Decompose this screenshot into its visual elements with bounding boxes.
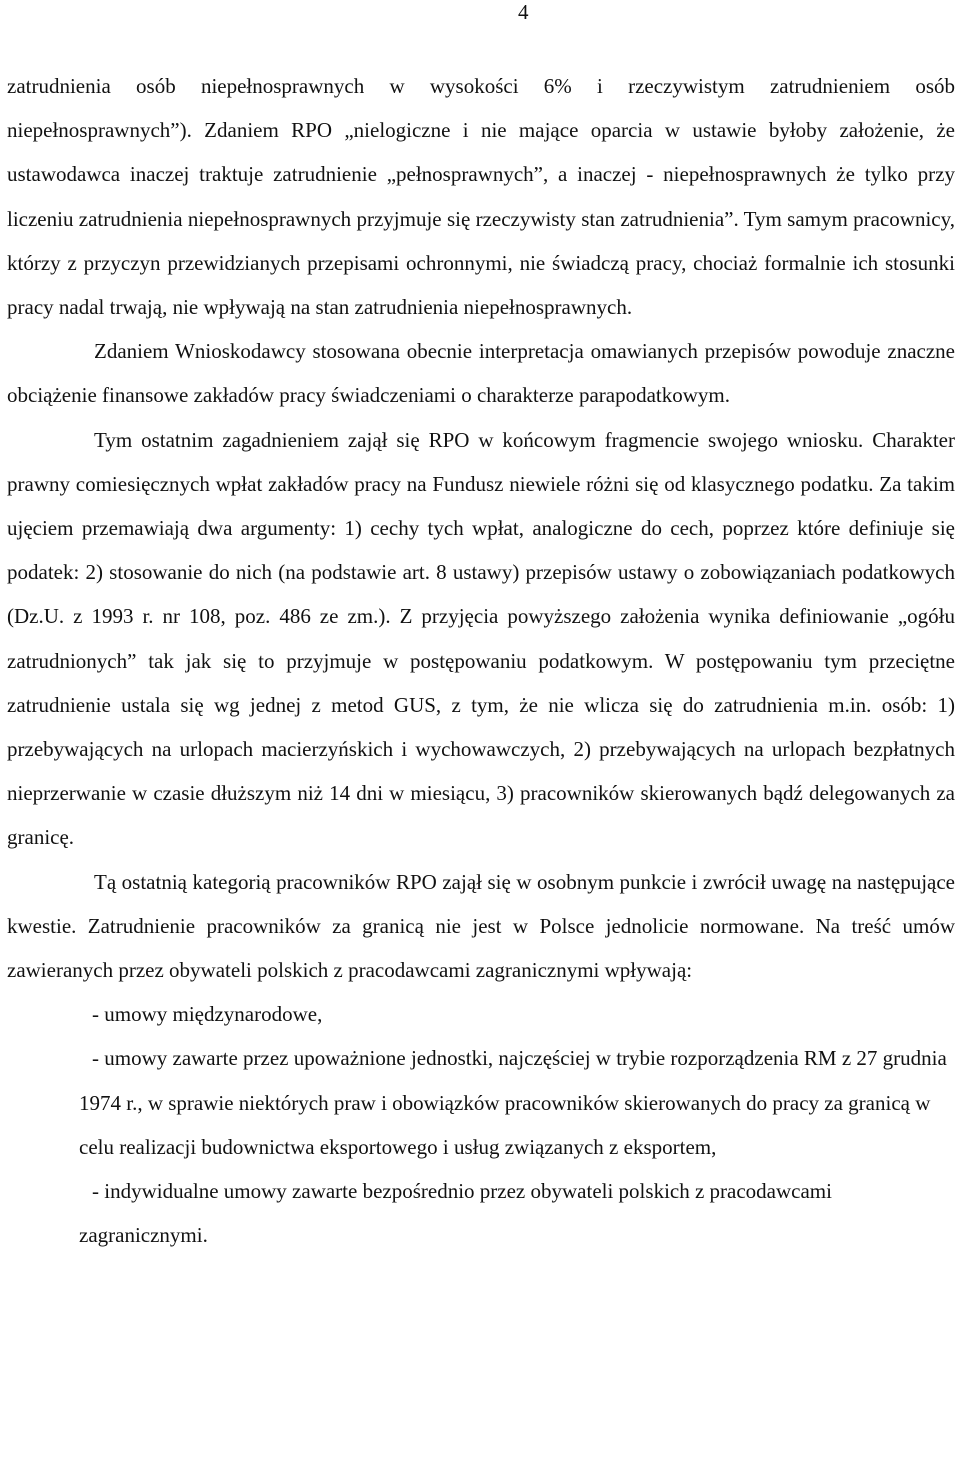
page-number: 4 xyxy=(518,0,529,24)
list-item: - umowy zawarte przez upoważnione jednostki, najczęściej w trybie rozporządzenia RM z 27 grudnia 1974 r., w sprawie niektórych praw i obowiązków pracowników skierowanych do pracy za granicą w celu realizacji budownictwa eksportowego i usług związanych z eksportem, xyxy=(79,1046,947,1159)
paragraph-continuation: zatrudnienia osób niepełnosprawnych w wysokości 6% i rzeczywistym zatrudnieniem osób niepełnosprawnych”). Zdaniem RPO „nielogiczne i nie mające oparcia w ustawie byłoby założenie, że ustawodawca inaczej traktuje zatrudnienie „pełnosprawnych”, a inaczej - niepełnosprawnych że tylko przy liczeniu zatrudnienia niepełnosprawnych przyjmuje się rzeczywisty stan zatrudnienia”. Tym samym pracownicy, którzy z przyczyn przewidzianych przepisami ochronnymi, nie świadczą pracy, chociaż formalnie ich stosunki pracy nadal trwają, nie wpływają na stan zatrudnienia niepełnosprawnych. xyxy=(7,74,955,320)
list-item: - umowy międzynarodowe, xyxy=(92,1002,323,1027)
agreements-list xyxy=(7,992,955,1257)
paragraph-applicant-opinion: Zdaniem Wnioskodawcy stosowana obecnie interpretacja omawianych przepisów powoduje znaczne obciążenie finansowe zakładów pracy świadczeniami o charakterze parapodatkowym. xyxy=(7,339,955,408)
document-body xyxy=(7,64,955,1257)
list-item: - indywidualne umowy zawarte bezpośrednio przez obywateli polskich z pracodawcami zagranicznymi. xyxy=(79,1179,832,1248)
paragraph-rpo-conclusion: Tym ostatnim zagadnieniem zajął się RPO w końcowym fragmencie swojego wniosku. Charakter prawny comiesięcznych wpłat zakładów pracy na Fundusz niewiele różni się od klasycznego podatku. Za takim ujęciem przemawiają dwa argumenty: 1) cechy tych wpłat, analogiczne do cech, poprzez które definiuje się podatek: 2) stosowanie do nich (na podstawie art. 8 ustawy) przepisów ustawy o zobowiązaniach podatkowych (Dz.U. z 1993 r. nr 108, poz. 486 ze zm.). Z przyjęcia powyższego założenia wynika definiowanie „ogółu zatrudnionych” tak jak się to przyjmuje w postępowaniu podatkowym. W postępowaniu tym przeciętne zatrudnienie ustala się wg jednej z metod GUS, z tym, że nie wlicza się do zatrudnienia m.in. osób: 1) przebywających na urlopach macierzyńskich i wychowawczych, 2) przebywających na urlopach bezpłatnych nieprzerwanie w czasie dłuższym niż 14 dni w miesiącu, 3) pracowników skierowanych bądź delegowanych za granicę. xyxy=(7,427,955,850)
paragraph-foreign-employment: Tą ostatnią kategorią pracowników RPO zajął się w osobnym punkcie i zwrócił uwagę na następujące kwestie. Zatrudnienie pracowników za granicą nie jest w Polsce jednolicie normowane. Na treść umów zawieranych przez obywateli polskich z pracodawcami zagranicznymi wpływają: xyxy=(7,869,955,983)
